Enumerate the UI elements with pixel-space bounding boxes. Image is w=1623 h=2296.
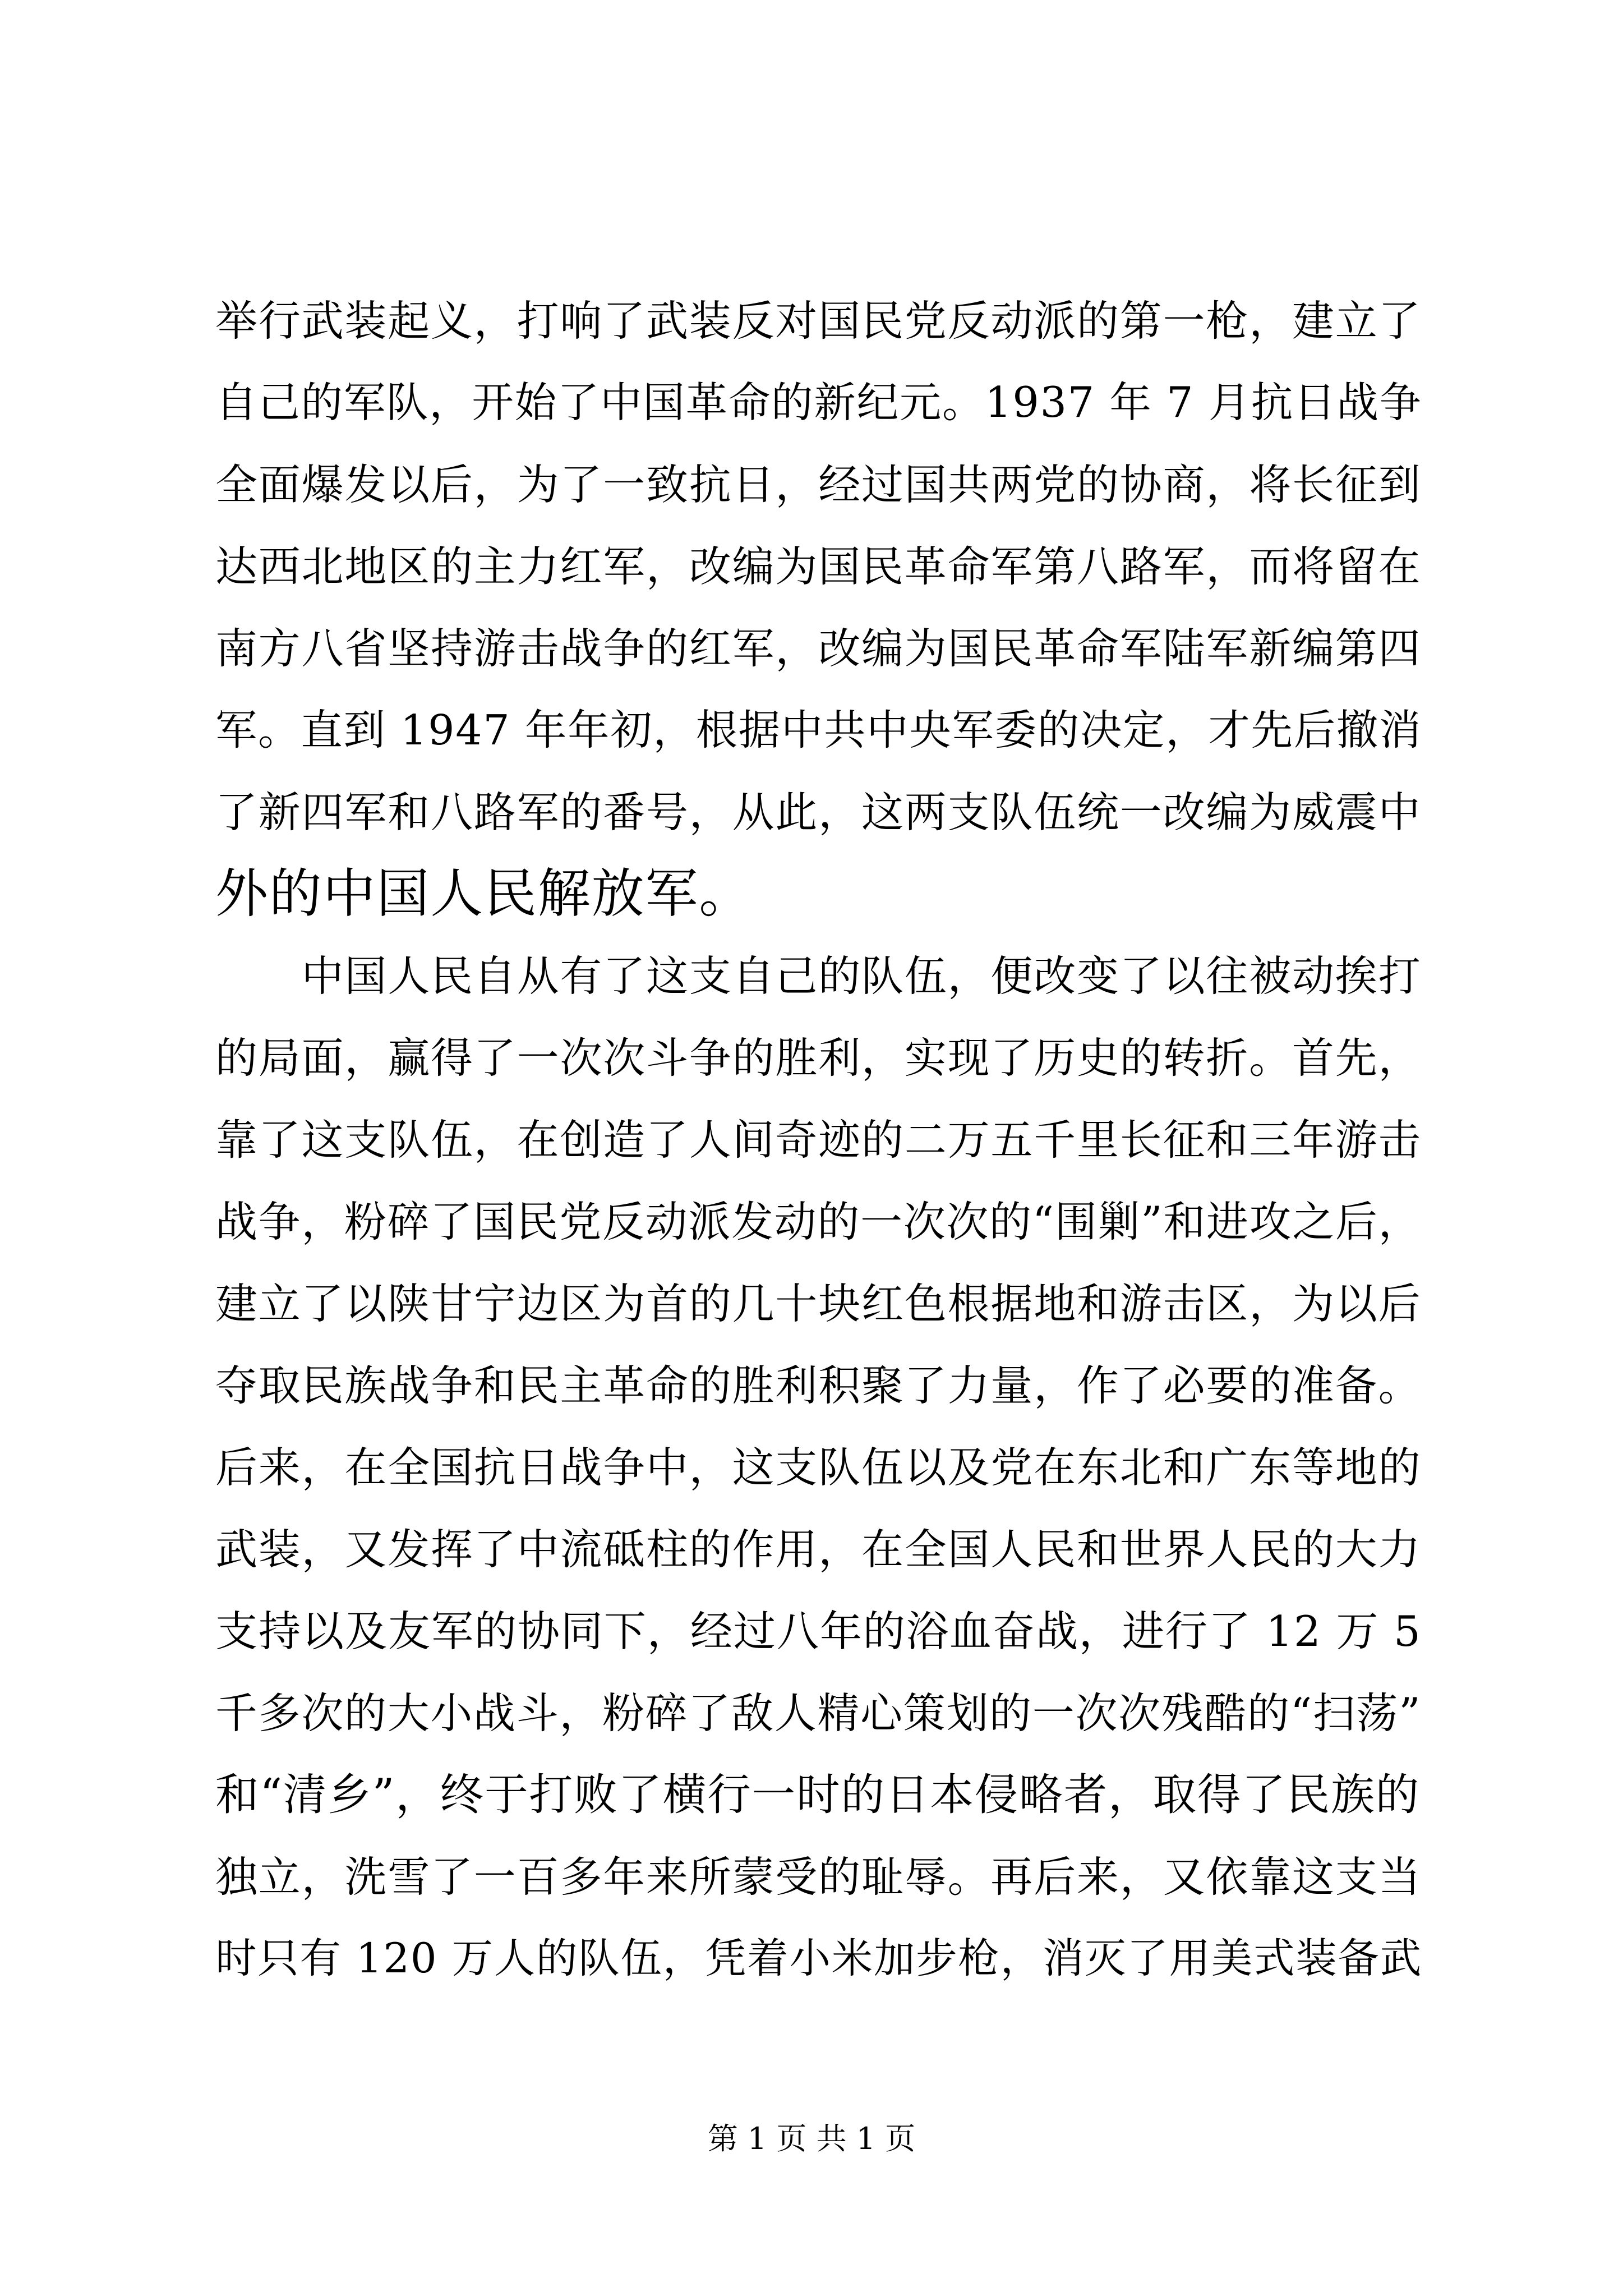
text-line: 独立，洗雪了一百多年来所蒙受的耻辱。再后来，又依靠这支当 (215, 1852, 1422, 1902)
text-line: 武装，又发挥了中流砥柱的作用，在全国人民和世界人民的大力 (215, 1525, 1422, 1574)
text-line: 建立了以陕甘宁边区为首的几十块红色根据地和游击区，为以后 (215, 1279, 1422, 1328)
text-line: 支持以及友军的协同下，经过八年的浴血奋战，进行了 12 万 5 (215, 1607, 1422, 1656)
text-line: 中国人民自从有了这支自己的队伍，便改变了以往被动挨打 (215, 951, 1422, 1001)
text-line: 后来，在全国抗日战争中，这支队伍以及党在东北和广东等地的 (215, 1443, 1422, 1492)
text-line: 达西北地区的主力红军，改编为国民革命军第八路军，而将留在 (215, 542, 1422, 591)
text-line: 时只有 120 万人的队伍，凭着小米加步枪，消灭了用美式装备武 (215, 1935, 1423, 1982)
text-line: 外的中国人民解放军。 (215, 863, 753, 924)
text-line: 的局面，赢得了一次次斗争的胜利，实现了历史的转折。首先， (215, 1033, 1422, 1083)
text-line: 和“清乡”，终于打败了横行一时的日本侵略者，取得了民族的 (215, 1770, 1421, 1820)
text-line: 了新四军和八路军的番号，从此，这两支队伍统一改编为威震中 (215, 788, 1422, 837)
text-line: 军。直到 1947 年年初，根据中共中央军委的决定，才先后撤消 (215, 706, 1422, 754)
text-line: 全面爆发以后，为了一致抗日，经过国共两党的协商，将长征到 (215, 460, 1422, 509)
text-line: 千多次的大小战斗，粉碎了敌人精心策划的一次次残酷的“扫荡” (215, 1688, 1422, 1738)
text-line: 南方八省坚持游击战争的红军，改编为国民革命军陆军新编第四 (215, 624, 1422, 673)
text-line: 靠了这支队伍，在创造了人间奇迹的二万五千里长征和三年游击 (215, 1115, 1422, 1165)
text-line: 自己的军队，开始了中国革命的新纪元。1937 年 7 月抗日战争 (215, 378, 1422, 427)
text-line: 战争，粉碎了国民党反动派发动的一次次的“围剿”和进攻之后， (215, 1197, 1422, 1246)
text-line: 夺取民族战争和民主革命的胜利积聚了力量，作了必要的准备。 (215, 1361, 1422, 1410)
page-footer: 第 1 页 共 1 页 (707, 2121, 916, 2156)
text-line: 举行武装起义，打响了武装反对国民党反动派的第一枪，建立了 (215, 296, 1422, 346)
